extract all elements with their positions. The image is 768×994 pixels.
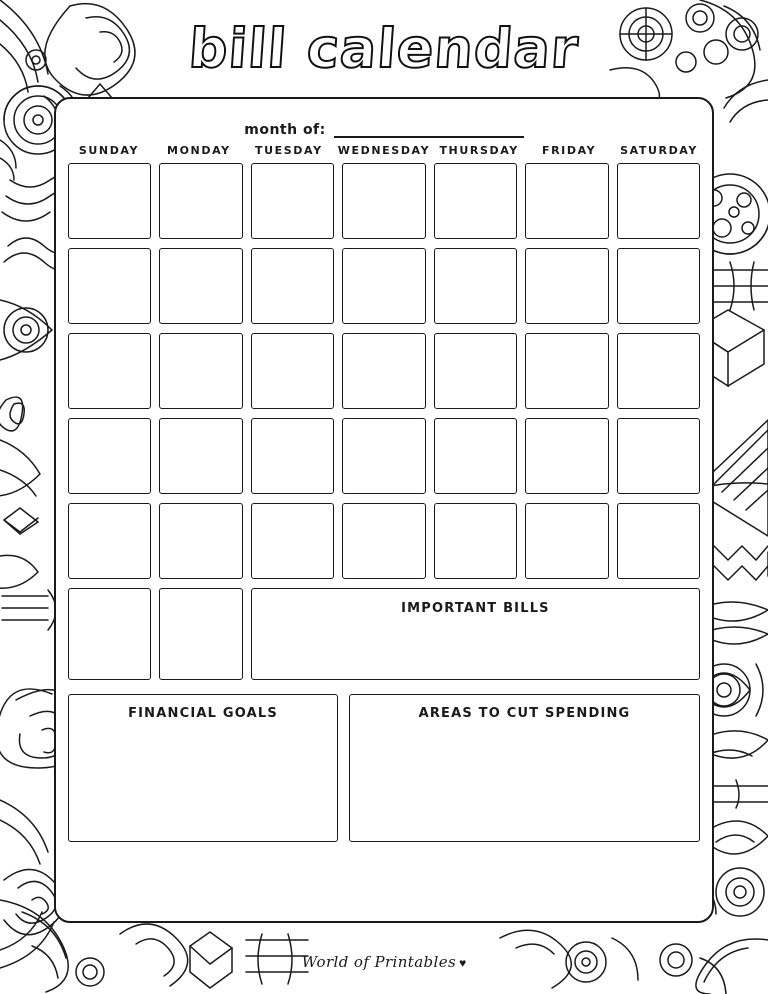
day-cell[interactable] [159,588,242,680]
weekday-wednesday: WEDNESDAY [337,144,431,157]
weekday-monday: MONDAY [167,144,231,157]
weekday-friday: FRIDAY [541,144,597,157]
areas-to-cut-spending-heading: AREAS TO CUT SPENDING [418,706,631,721]
day-cell[interactable] [68,248,151,324]
important-bills-box[interactable] [251,588,700,680]
weekday-saturday: SATURDAY [620,144,698,157]
important-bills-heading: IMPORTANT BILLS [401,601,550,616]
weekday-sunday: SUNDAY [78,144,140,157]
page-title-text: bill calendar [186,16,582,80]
day-cell[interactable] [525,503,608,579]
calendar-last-row [56,579,712,680]
month-of-row [56,108,712,138]
day-cell[interactable] [434,163,517,239]
day-cell[interactable] [342,333,425,409]
day-cell[interactable] [342,248,425,324]
day-cell[interactable] [617,333,700,409]
day-cell[interactable] [251,418,334,494]
weekday-header-row [56,138,712,157]
day-cell[interactable] [68,503,151,579]
day-cell[interactable] [525,163,608,239]
calendar-grid [56,157,712,579]
weekday-tuesday: TUESDAY [255,144,323,157]
day-cell[interactable] [159,248,242,324]
day-cell[interactable] [159,163,242,239]
bottom-sections-row [56,680,712,842]
weekday-thursday: THURSDAY [439,144,519,157]
day-cell[interactable] [617,418,700,494]
day-cell[interactable] [525,333,608,409]
month-of-input[interactable] [334,122,524,138]
day-cell[interactable] [251,248,334,324]
heart-icon: ♥ [459,956,467,970]
day-cell[interactable] [68,333,151,409]
day-cell[interactable] [617,248,700,324]
financial-goals-heading: FINANCIAL GOALS [128,706,278,721]
day-cell[interactable] [68,588,151,680]
day-cell[interactable] [159,418,242,494]
month-of-label: month of: [244,122,326,138]
day-cell[interactable] [617,163,700,239]
day-cell[interactable] [525,248,608,324]
day-cell[interactable] [434,248,517,324]
day-cell[interactable] [251,503,334,579]
day-cell[interactable] [342,503,425,579]
day-cell[interactable] [434,418,517,494]
day-cell[interactable] [434,503,517,579]
calendar-card [54,97,714,923]
financial-goals-box[interactable] [68,694,338,842]
day-cell[interactable] [159,503,242,579]
day-cell[interactable] [434,333,517,409]
day-cell[interactable] [68,163,151,239]
footer-brand-text: World of Printables [301,953,457,971]
day-cell[interactable] [525,418,608,494]
day-cell[interactable] [342,418,425,494]
day-cell[interactable] [68,418,151,494]
day-cell[interactable] [251,333,334,409]
areas-to-cut-spending-box[interactable] [349,694,700,842]
day-cell[interactable] [342,163,425,239]
day-cell[interactable] [159,333,242,409]
day-cell[interactable] [251,163,334,239]
day-cell[interactable] [617,503,700,579]
